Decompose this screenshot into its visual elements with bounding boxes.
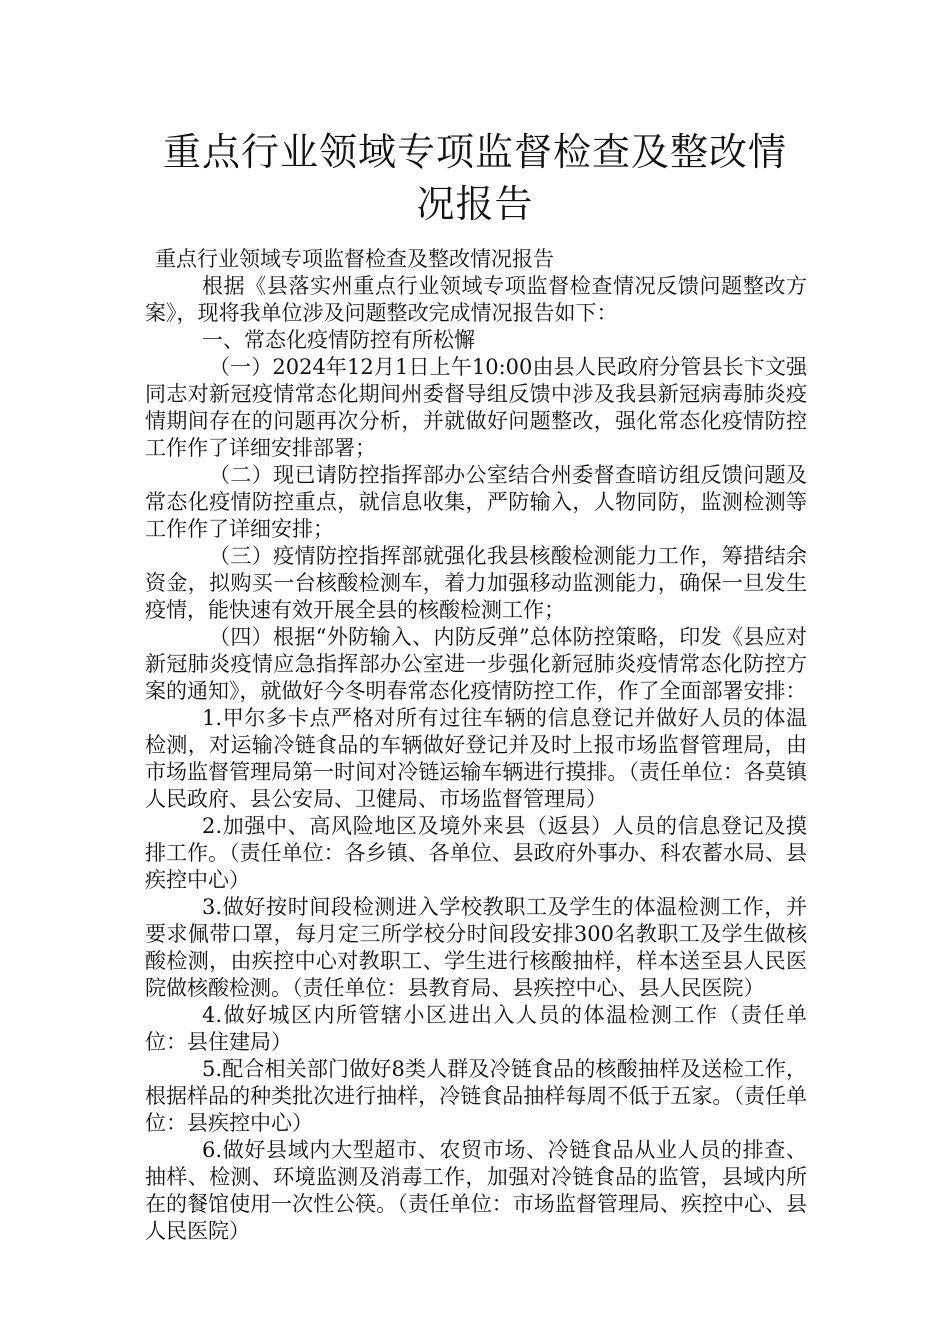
subsection-paragraph: （一）2024年12月1日上午10:00由县人民政府分管县长卞文强同志对新冠疫情常态化期间州委督导组反馈中涉及我县新冠病毒肺炎疫情期间存在的问题再次分析，并就做好问题整改，强化常态化疫情防控工作作了详细安排部署； xyxy=(145,355,807,460)
list-item: 3.做好按时间段检测进入学校教职工及学生的体温检测工作，并要求佩带口罩，每月定三所学校分时间段安排300名教职工及学生做核酸检测，由疾控中心对教职工、学生进行核酸抽样，样本送至县人民医院做核酸检测。（责任单位：县教育局、县疾控中心、县人民医院） xyxy=(145,895,807,1000)
list-item: 4.做好城区内所管辖小区进出入人员的体温检测工作（责任单位：县住建局） xyxy=(145,1003,807,1054)
document-body xyxy=(145,246,807,1245)
subtitle-paragraph: 重点行业领域专项监督检查及整改情况报告 xyxy=(155,247,554,271)
section-heading: 一、常态化疫情防控有所松懈 xyxy=(202,328,475,352)
list-item: 1.甲尔多卡点严格对所有过往车辆的信息登记并做好人员的体温检测，对运输冷链食品的车辆做好登记并及时上报市场监督管理局，由市场监督管理局第一时间对冷链运输车辆进行摸排。（责任单位：各莫镇人民政府、县公安局、卫健局、市场监督管理局） xyxy=(145,706,807,811)
list-item: 2.加强中、高风险地区及境外来县（返县）人员的信息登记及摸排工作。（责任单位：各乡镇、各单位、县政府外事办、科农蓄水局、县疾控中心） xyxy=(145,814,807,892)
list-item: 5.配合相关部门做好8类人群及冷链食品的核酸抽样及送检工作，根据样品的种类批次进行抽样，冷链食品抽样每周不低于五家。（责任单位：县疾控中心） xyxy=(145,1057,807,1135)
subsection-paragraph: （三）疫情防控指挥部就强化我县核酸检测能力工作，筹措结余资金，拟购买一台核酸检测车，着力加强移动监测能力，确保一旦发生疫情，能快速有效开展全县的核酸检测工作； xyxy=(145,544,807,622)
list-item: 6.做好县域内大型超市、农贸市场、冷链食品从业人员的排查、抽样、检测、环境监测及消毒工作，加强对冷链食品的监管，县域内所在的餐馆使用一次性公筷。（责任单位：市场监督管理局、疾控中心、县人民医院） xyxy=(145,1138,807,1243)
subsection-paragraph: （四）根据“外防输入、内防反弹”总体防控策略，印发《县应对新冠肺炎疫情应急指挥部办公室进一步强化新冠肺炎疫情常态化防控方案的通知》，就做好今冬明春常态化疫情防控工作，作了全面部署安排： xyxy=(145,625,807,703)
document-title: 重点行业领域专项监督检查及整改情况报告 xyxy=(162,130,787,226)
intro-paragraph: 根据《县落实州重点行业领域专项监督检查情况反馈问题整改方案》，现将我单位涉及问题整改完成情况报告如下： xyxy=(145,274,807,325)
subsection-paragraph: （二）现已请防控指挥部办公室结合州委督查暗访组反馈问题及常态化疫情防控重点，就信息收集，严防输入，人物同防，监测检测等工作作了详细安排； xyxy=(145,463,807,541)
